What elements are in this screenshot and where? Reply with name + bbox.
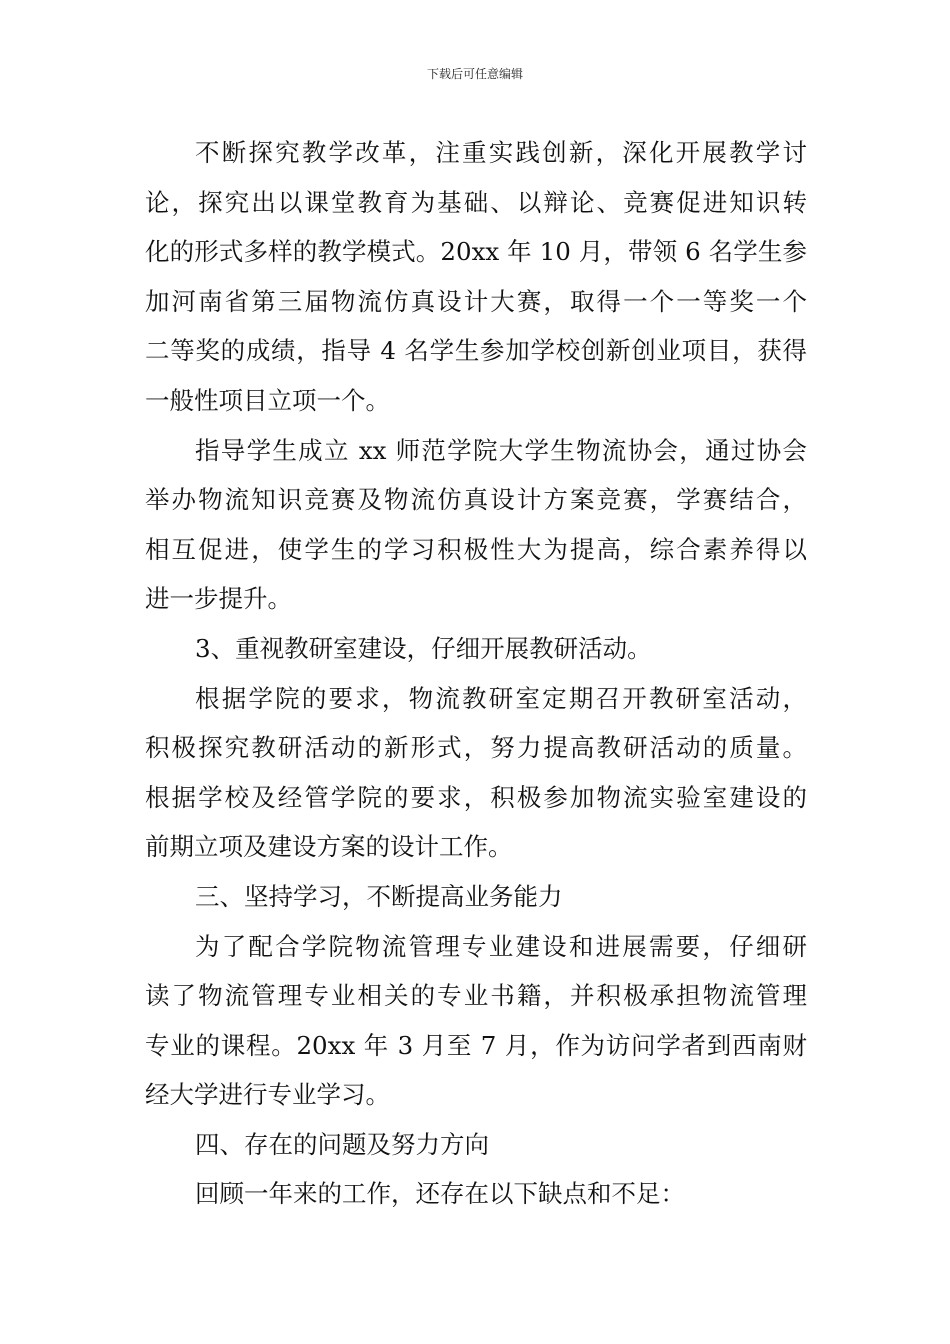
text-line: 化的形式多样的教学模式。20xx 年 10 月，带领 6 名学生参 bbox=[145, 237, 807, 267]
text-line: 积极探究教研活动的新形式，努力提高教研活动的质量。 bbox=[145, 733, 807, 763]
page-header: 下载后可任意编辑 bbox=[426, 67, 523, 81]
text-line: 加河南省第三届物流仿真设计大赛，取得一个一等奖一个 bbox=[145, 286, 807, 316]
text-line: 读了物流管理专业相关的专业书籍，并积极承担物流管理 bbox=[145, 981, 807, 1011]
text-line: 指导学生成立 xx 师范学院大学生物流协会，通过协会 bbox=[195, 435, 807, 465]
text-line: 一般性项目立项一个。 bbox=[145, 385, 390, 415]
text-line: 经大学进行专业学习。 bbox=[145, 1080, 390, 1110]
section-heading: 四、存在的问题及努力方向 bbox=[195, 1129, 489, 1159]
text-line: 专业的课程。20xx 年 3 月至 7 月，作为访问学者到西南财 bbox=[145, 1030, 807, 1060]
text-line: 根据学院的要求，物流教研室定期召开教研室活动， bbox=[195, 683, 807, 713]
text-line: 为了配合学院物流管理专业建设和进展需要，仔细研 bbox=[195, 931, 807, 961]
text-line: 二等奖的成绩，指导 4 名学生参加学校创新创业项目，获得 bbox=[145, 336, 807, 366]
section-heading: 三、坚持学习，不断提高业务能力 bbox=[195, 881, 563, 911]
text-line: 回顾一年来的工作，还存在以下缺点和不足： bbox=[195, 1179, 685, 1209]
text-line: 根据学校及经管学院的要求，积极参加物流实验室建设的 bbox=[145, 782, 807, 812]
text-line: 相互促进，使学生的学习积极性大为提高，综合素养得以 bbox=[145, 534, 807, 564]
text-line: 论，探究出以课堂教育为基础、以辩论、竞赛促进知识转 bbox=[145, 187, 807, 217]
text-line: 举办物流知识竞赛及物流仿真设计方案竞赛，学赛结合， bbox=[145, 485, 807, 515]
document-body bbox=[145, 128, 807, 1219]
section-heading: 3、重视教研室建设，仔细开展教研活动。 bbox=[195, 633, 652, 663]
text-line: 前期立项及建设方案的设计工作。 bbox=[145, 832, 513, 862]
text-line: 进一步提升。 bbox=[145, 584, 292, 614]
text-line: 不断探究教学改革，注重实践创新，深化开展教学讨 bbox=[195, 138, 807, 167]
